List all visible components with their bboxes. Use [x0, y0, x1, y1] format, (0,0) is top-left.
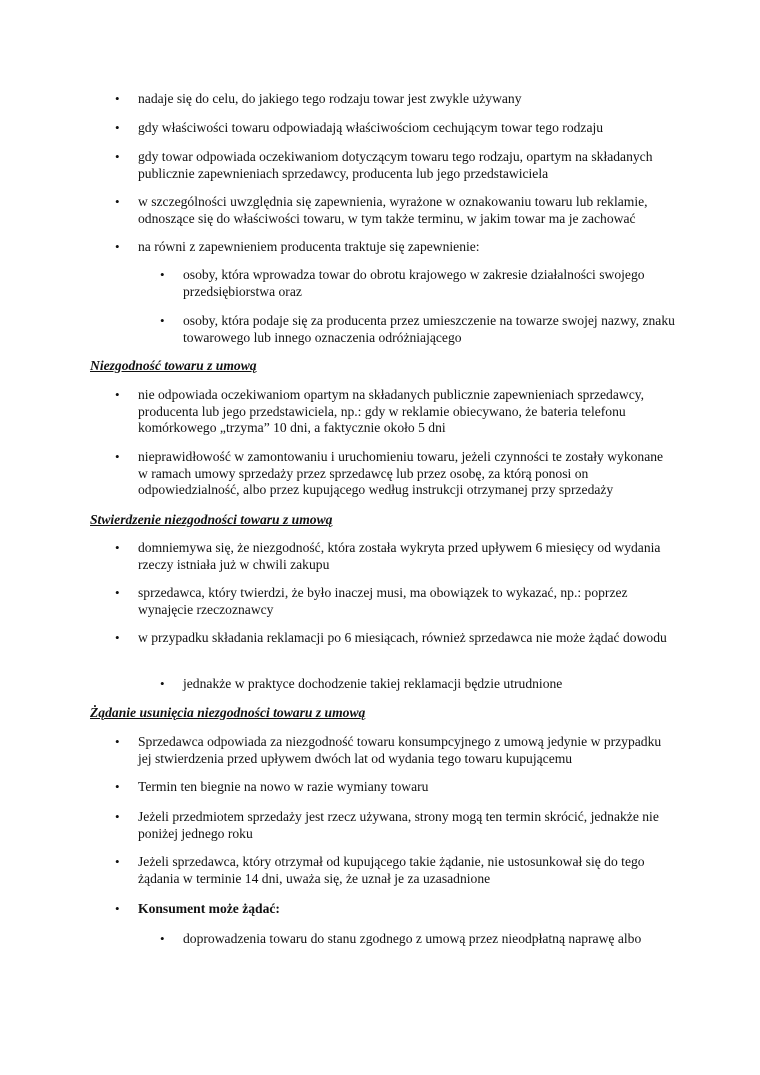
list-item-text: nie odpowiada oczekiwaniom opartym na składanych publicznie zapewnieniach sprzedawcy, producenta lub jego przedstawiciela, np.: gdy w reklamie obiecywano, że bateria telefonu komórkowego „trzyma” 10 dni, a faktycznie około 5 dni	[138, 387, 645, 435]
list-item-text: na równi z zapewnieniem producenta traktuje się zapewnienie:	[138, 239, 480, 254]
list-item	[0, 779, 760, 796]
bullet-list	[0, 91, 760, 108]
bullet-list	[0, 239, 760, 256]
list-item-text: Jeżeli przedmiotem sprzedaży jest rzecz używana, strony mogą ten termin skrócić, jednakże nie poniżej jednego roku	[138, 809, 659, 841]
list-item	[0, 120, 760, 137]
list-item-text: sprzedawca, który twierdzi, że było inaczej musi, ma obowiązek to wykazać, np.: poprzez wynajęcie rzeczoznawcy	[138, 585, 628, 617]
list-item	[0, 809, 760, 842]
list-item-text: jednakże w praktyce dochodzenie takiej reklamacji będzie utrudnione	[183, 676, 563, 691]
bullet-icon: •	[115, 540, 120, 555]
bullet-list	[0, 194, 760, 227]
bullet-icon: •	[115, 854, 120, 869]
bullet-list	[0, 901, 760, 918]
sub-list-item	[0, 676, 760, 693]
list-item	[0, 149, 760, 182]
bullet-icon: •	[115, 809, 120, 824]
bullet-list	[0, 734, 760, 767]
bullet-icon: •	[115, 149, 120, 164]
list-item	[0, 734, 760, 767]
list-item	[0, 630, 760, 647]
list-item	[0, 540, 760, 573]
list-item-text: Konsument może żądać:	[138, 901, 280, 916]
sub-bullet-list	[0, 267, 760, 300]
bullet-list	[0, 387, 760, 437]
list-item	[0, 854, 760, 887]
list-item-text: nadaje się do celu, do jakiego tego rodzaju towar jest zwykle używany	[138, 91, 522, 106]
bullet-icon: •	[115, 901, 120, 916]
sub-bullet-list	[0, 676, 760, 693]
list-item-text: Sprzedawca odpowiada za niezgodność towaru konsumpcyjnego z umową jedynie w przypadku jej stwierdzenia przed upływem dwóch lat od wydania tego towaru kupującemu	[138, 734, 662, 766]
bullet-list	[0, 449, 760, 499]
list-item-text: gdy właściwości towaru odpowiadają właściwościom cechującym towar tego rodzaju	[138, 120, 604, 135]
sub-list-item	[0, 313, 760, 346]
list-item-text: Jeżeli sprzedawca, który otrzymał od kupującego takie żądanie, nie ustosunkował się do tego żądania w terminie 14 dni, uważa się, że uznał je za uzasadnione	[138, 854, 645, 886]
bullet-list	[0, 779, 760, 796]
bullet-icon: •	[115, 630, 120, 645]
list-item	[0, 901, 760, 918]
bullet-list	[0, 630, 760, 647]
bullet-list	[0, 540, 760, 573]
list-item	[0, 585, 760, 618]
bullet-list	[0, 585, 760, 618]
bullet-list	[0, 120, 760, 137]
bullet-icon: •	[160, 313, 165, 328]
list-item	[0, 239, 760, 256]
list-item-text: domniemywa się, że niezgodność, która została wykryta przed upływem 6 miesięcy od wydania rzeczy istniała już w chwili zakupu	[138, 540, 661, 572]
bullet-list	[0, 149, 760, 182]
section-heading: Stwierdzenie niezgodności towaru z umową	[90, 512, 333, 527]
section-heading: Żądanie usunięcia niezgodności towaru z umową	[90, 705, 366, 720]
list-item	[0, 449, 760, 499]
sub-bullet-list	[0, 313, 760, 346]
sub-list-item	[0, 267, 760, 300]
bullet-icon: •	[115, 585, 120, 600]
list-item-text: Termin ten biegnie na nowo w razie wymiany towaru	[138, 779, 429, 794]
list-item-text: osoby, która podaje się za producenta przez umieszczenie na towarze swojej nazwy, znaku towarowego lub innego oznaczenia odróżniającego	[183, 313, 675, 345]
list-item-text: osoby, która wprowadza towar do obrotu krajowego w zakresie działalności swojego przedsiębiorstwa oraz	[183, 267, 645, 299]
bullet-icon: •	[115, 449, 120, 464]
list-item-text: doprowadzenia towaru do stanu zgodnego z umową przez nieodpłatną naprawę albo	[183, 931, 642, 946]
list-item-text: gdy towar odpowiada oczekiwaniom dotyczącym towaru tego rodzaju, opartym na składanych publicznie zapewnieniach sprzedawcy, producenta lub jego przedstawiciela	[138, 149, 653, 181]
bullet-list	[0, 854, 760, 887]
bullet-icon: •	[115, 194, 120, 209]
bullet-list	[0, 809, 760, 842]
sub-list-item	[0, 931, 760, 948]
list-item-text: w przypadku składania reklamacji po 6 miesiącach, również sprzedawca nie może żądać dowodu	[138, 630, 667, 645]
bullet-icon: •	[160, 676, 165, 691]
bullet-icon: •	[115, 779, 120, 794]
section-heading: Niezgodność towaru z umową	[90, 358, 257, 373]
bullet-icon: •	[115, 734, 120, 749]
list-item-text: w szczególności uwzględnia się zapewnienia, wyrażone w oznakowaniu towaru lub reklamie, odnoszące się do właściwości towaru, w tym także terminu, w jakim towar ma je zachować	[138, 194, 648, 226]
list-item-text: nieprawidłowość w zamontowaniu i uruchomieniu towaru, jeżeli czynności te zostały wykonane w ramach umowy sprzedaży przez sprzedawcę lub przez osobę, za którą ponosi on odpowiedzialność, albo przez kupującego według instrukcji otrzymanej przy sprzedaży	[138, 449, 664, 497]
list-item	[0, 387, 760, 437]
bullet-icon: •	[115, 239, 120, 254]
bullet-icon: •	[115, 120, 120, 135]
sub-bullet-list	[0, 931, 760, 948]
list-item	[0, 91, 760, 108]
bullet-icon: •	[115, 91, 120, 106]
bullet-icon: •	[160, 267, 165, 282]
bullet-icon: •	[115, 387, 120, 402]
list-item	[0, 194, 760, 227]
bullet-icon: •	[160, 931, 165, 946]
